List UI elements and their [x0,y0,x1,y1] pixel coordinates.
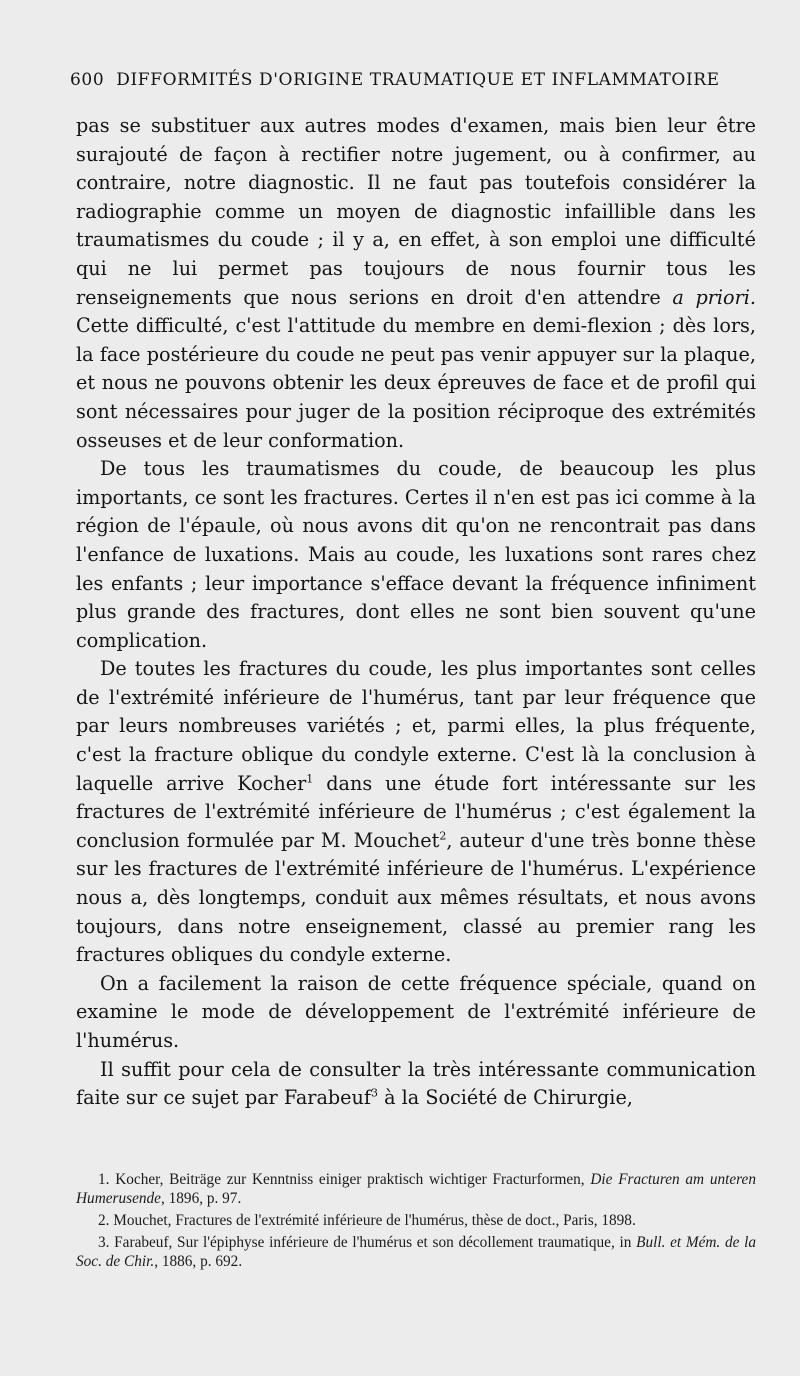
footnote-3-italic: Bull. et Mém. de la Soc. de Chir. [76,1234,756,1270]
paragraph-5-text-a: Il suffit pour cela de consulter la très intéressante communication faite sur ce sujet par Farabeuf [76,1057,756,1110]
paragraph-1-italic: a priori. [672,285,757,309]
footnote-ref-1: 1 [306,772,314,786]
footnote-1-text-b: , 1896, p. 97. [160,1190,242,1207]
paragraph-3 [76,655,756,970]
paragraph-3-text-c: , auteur d'une très bonne thèse sur les fractures de l'extrémité inférieure de l'humérus. L'expérience nous a, dès longtemps, conduit aux mêmes résultats, et nous avons toujours, dans notre enseignement, classé au premier rang les fractures obliques du condyle externe. [76,828,756,967]
paragraph-3-text-a: De toutes les fractures du coude, les plus importantes sont celles de l'extrémité inférieure de l'humérus, tant par leur fréquence que par leurs nombreuses variétés ; et, parmi elles, la plus fréquente, c'est la fracture oblique du condyle externe. C'est là la conclusion à laquelle arrive Kocher [76,657,756,795]
footnote-ref-3: 3 [371,1086,378,1100]
body-text [76,112,756,1113]
footnotes [76,1170,756,1274]
paragraph-5 [76,1056,756,1113]
paragraph-5-text-b: à la Société de Chirurgie, [378,1086,633,1110]
footnote-2: 2. Mouchet, Fractures de l'extrémité inférieure de l'humérus, thèse de doct., Paris, 1898. [98,1212,636,1229]
paragraph-1-text-b: Cette difficulté, c'est l'attitude du membre en demi-flexion ; dès lors, la face postérieure du coude ne peut pas venir appuyer sur la plaque, et nous ne pouvons obtenir les deux épreuves de face et de profil qui sont nécessaires pour juger de la position réciproque des extrémités osseuses et de leur conformation. [76,314,756,452]
footnote-3-text-a: 3. Farabeuf, Sur l'épiphyse inférieure de l'humérus et son décollement traumatique, in [98,1234,637,1251]
footnote-3-text-b: , 1886, p. 692. [154,1253,243,1270]
page-number: 600 [70,70,105,90]
footnote-ref-2: 2 [439,829,447,843]
paragraph-3-text-b: dans une étude fort intéressante sur les fractures de l'extrémité inférieure de l'humérus ; c'est également la conclusion formulée par M. Mouchet [76,771,757,852]
footnote-1 [76,1170,756,1208]
paragraph-2: De tous les traumatismes du coude, de beaucoup les plus importants, ce sont les fractures. Certes il n'en est pas ici comme à la région de l'épaule, où nous avons dit qu'on ne rencontrait pas dans l'enfance de luxations. Mais au coude, les luxations sont rares chez les enfants ; leur importance s'efface devant la fréquence infiniment plus grande des fractures, dont elles ne sont bien souvent qu'une complication. [76,457,756,652]
footnote-3 [76,1233,756,1271]
running-header [70,70,740,90]
paragraph-1-text-a: pas se substituer aux autres modes d'examen, mais bien leur être surajouté de façon à rectifier notre jugement, ou à confirmer, au contraire, notre diagnostic. Il ne faut pas toutefois considérer la radiographie comme un moyen de diagnostic infaillible dans les traumatismes du coude ; il y a, en effet, à son emploi une difficulté qui ne lui permet pas toujours de nous fournir tous les renseignements que nous serions en droit d'en attendre [76,114,756,309]
paragraph-4: On a facilement la raison de cette fréquence spéciale, quand on examine le mode de développement de l'extrémité inférieure de l'humérus. [76,971,756,1052]
footnote-1-text-a: 1. Kocher, Beiträge zur Kenntniss einiger praktisch wichtiger Fracturformen, [98,1171,591,1188]
paragraph-1 [76,112,756,455]
running-title: DIFFORMITÉS D'ORIGINE TRAUMATIQUE ET INFLAMMATOIRE [116,70,720,90]
footnote-1-italic: Die Fracturen am unteren Humerusende [76,1171,756,1207]
